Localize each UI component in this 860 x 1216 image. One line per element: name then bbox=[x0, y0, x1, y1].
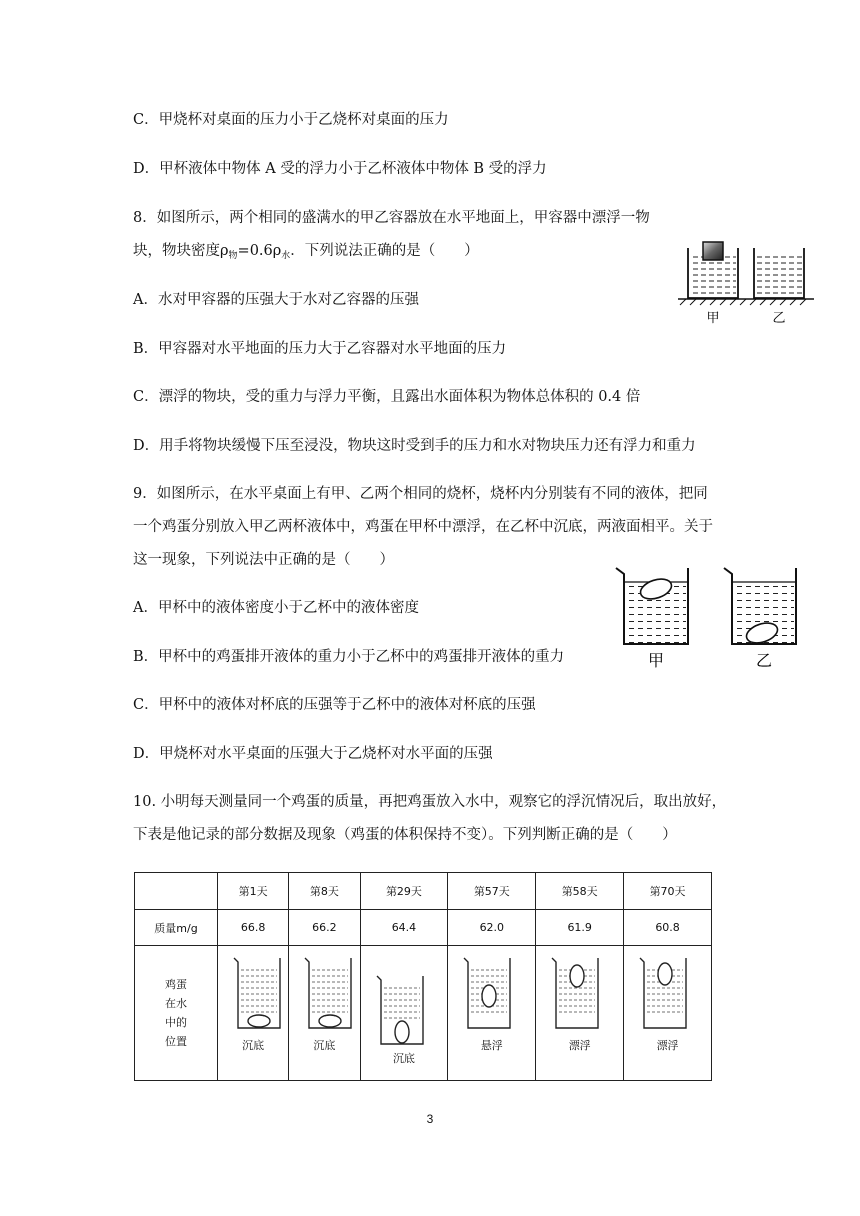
egg-position-cell bbox=[360, 946, 448, 1081]
egg-position-cell bbox=[536, 946, 624, 1081]
day-header: 第58天 bbox=[536, 873, 624, 910]
q8-label-yi: 乙 bbox=[772, 311, 786, 326]
egg-position-cell bbox=[448, 946, 536, 1081]
q9-option-a: A．甲杯中的液体密度小于乙杯中的液体密度 bbox=[133, 600, 419, 616]
ground-hatch bbox=[678, 299, 814, 305]
q8-container-yi bbox=[754, 248, 804, 298]
egg-icon bbox=[248, 1015, 270, 1027]
day-header: 第70天 bbox=[624, 873, 712, 910]
q9-option-c: C．甲杯中的液体对杯底的压强等于乙杯中的液体对杯底的压强 bbox=[133, 697, 536, 713]
q9-option-b: B．甲杯中的鸡蛋排开液体的重力小于乙杯中的鸡蛋排开液体的重力 bbox=[133, 649, 565, 665]
day-header: 第8天 bbox=[289, 873, 360, 910]
egg-state: 漂浮 bbox=[568, 1039, 591, 1052]
q8-sub-wu: 物 bbox=[228, 251, 238, 261]
q9-stem-line1: 9．如图所示，在水平桌面上有甲、乙两个相同的烧杯，烧杯内分别装有不同的液体，把同 bbox=[133, 486, 708, 502]
q8-label-jia: 甲 bbox=[706, 311, 720, 326]
egg-position-cell bbox=[624, 946, 712, 1081]
q8-stem-text-a: 块，物块密度ρ bbox=[133, 243, 229, 259]
q10-stem-line2: 下表是他记录的部分数据及现象（鸡蛋的体积保持不变）。下列判断正确的是（ ） bbox=[133, 827, 677, 843]
q8-stem-text-b: =0.6ρ bbox=[237, 243, 282, 259]
q10-stem-line1: 10. 小明每天测量同一个鸡蛋的质量，再把鸡蛋放入水中，观察它的浮沉情况后，取出放好， bbox=[133, 794, 727, 810]
day-header: 第1天 bbox=[218, 873, 289, 910]
egg-icon bbox=[658, 963, 672, 985]
q9-beaker-jia bbox=[616, 568, 688, 644]
q8-stem-line2 bbox=[133, 241, 479, 266]
q7-option-d: D．甲杯液体中物体 A 受的浮力小于乙杯液体中物体 B 受的浮力 bbox=[133, 161, 547, 177]
q8-container-jia bbox=[688, 242, 738, 298]
egg-data-table bbox=[134, 872, 712, 1081]
mass-value: 60.8 bbox=[624, 910, 712, 946]
egg-state: 沉底 bbox=[313, 1039, 336, 1052]
page-number: 3 bbox=[426, 1112, 434, 1126]
q8-option-a: A．水对甲容器的压强大于水对乙容器的压强 bbox=[133, 292, 419, 308]
mass-value: 62.0 bbox=[448, 910, 536, 946]
egg-state: 沉底 bbox=[242, 1039, 265, 1052]
q9-label-jia: 甲 bbox=[647, 651, 665, 670]
mass-value: 66.8 bbox=[218, 910, 289, 946]
egg-icon bbox=[319, 1015, 341, 1027]
position-label-line: 中的 bbox=[165, 1016, 187, 1029]
position-label-line: 在水 bbox=[165, 997, 187, 1010]
egg-icon bbox=[570, 965, 584, 987]
q8-stem-line1: 8．如图所示，两个相同的盛满水的甲乙容器放在水平地面上，甲容器中漂浮一物 bbox=[133, 210, 650, 226]
egg-icon bbox=[395, 1021, 409, 1043]
egg-position-cell bbox=[289, 946, 360, 1081]
q8-option-d: D．用手将物块缓慢下压至浸没，物块这时受到手的压力和水对物块压力还有浮力和重力 bbox=[133, 438, 696, 454]
q8-option-c: C．漂浮的物块，受的重力与浮力平衡，且露出水面体积为物体总体积的 0.4 倍 bbox=[133, 389, 641, 405]
q7-option-c: C．甲烧杯对桌面的压力小于乙烧杯对桌面的压力 bbox=[133, 112, 449, 128]
day-header: 第57天 bbox=[448, 873, 536, 910]
egg-position-cell bbox=[218, 946, 289, 1081]
egg-state: 悬浮 bbox=[480, 1039, 503, 1052]
table-corner bbox=[135, 873, 218, 910]
q8-figure bbox=[676, 236, 816, 331]
position-label-line: 位置 bbox=[165, 1035, 187, 1048]
day-header: 第29天 bbox=[360, 873, 448, 910]
mass-row-label: 质量m/g bbox=[135, 910, 218, 946]
q9-label-yi: 乙 bbox=[755, 651, 773, 670]
q8-sub-shui: 水 bbox=[281, 251, 291, 261]
q8-stem-text-c: ．下列说法正确的是（ ） bbox=[290, 243, 479, 259]
q9-option-d: D．甲烧杯对水平桌面的压强大于乙烧杯对水平面的压强 bbox=[133, 746, 493, 762]
q9-beaker-yi bbox=[724, 568, 796, 647]
position-row-label bbox=[135, 946, 218, 1081]
q9-stem-line3: 这一现象，下列说法中正确的是（ ） bbox=[133, 552, 394, 568]
egg-state: 漂浮 bbox=[656, 1039, 679, 1052]
mass-value: 66.2 bbox=[289, 910, 360, 946]
q8-option-b: B．甲容器对水平地面的压力大于乙容器对水平地面的压力 bbox=[133, 341, 507, 357]
egg-state: 沉底 bbox=[392, 1052, 415, 1065]
q9-figure bbox=[610, 562, 810, 674]
egg-icon bbox=[482, 985, 496, 1007]
mass-value: 61.9 bbox=[536, 910, 624, 946]
mass-value: 64.4 bbox=[360, 910, 448, 946]
position-label-line: 鸡蛋 bbox=[165, 978, 187, 991]
q9-stem-line2: 一个鸡蛋分别放入甲乙两杯液体中，鸡蛋在甲杯中漂浮，在乙杯中沉底，两液面相平。关于 bbox=[133, 519, 713, 535]
floating-block bbox=[703, 242, 723, 260]
